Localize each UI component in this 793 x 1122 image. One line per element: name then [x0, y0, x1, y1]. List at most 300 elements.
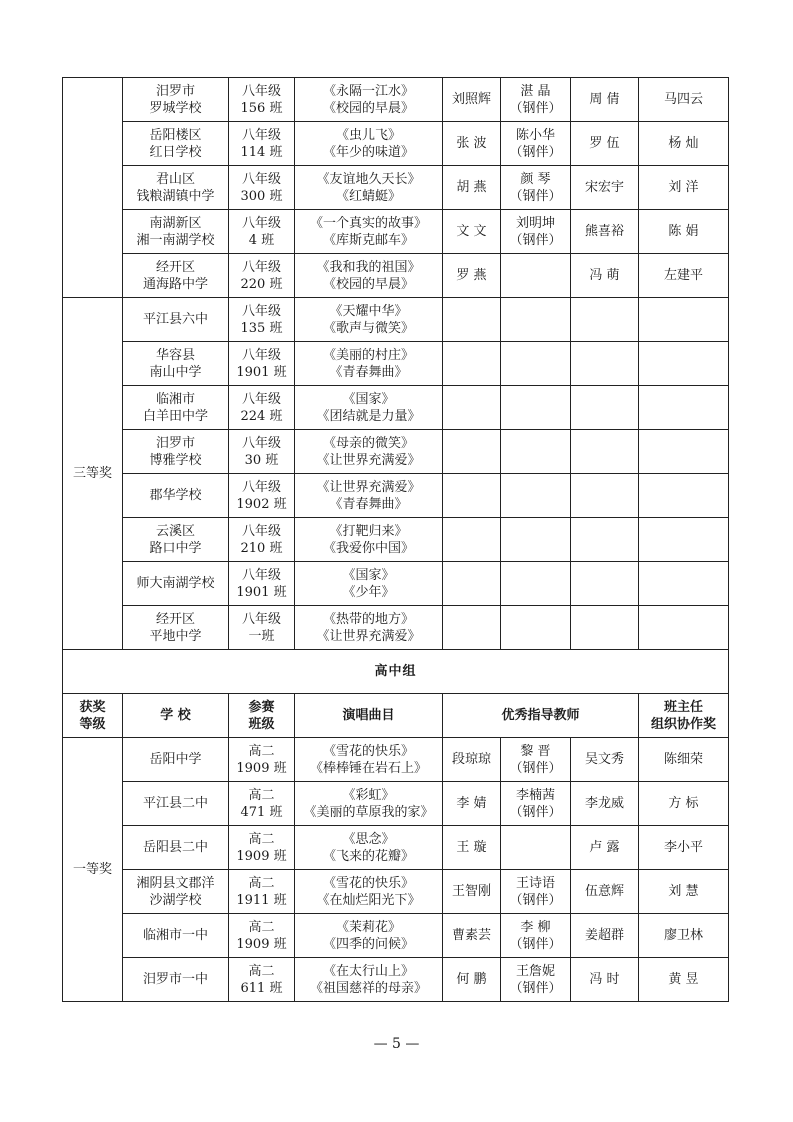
header-teachers-content — [445, 707, 636, 724]
teacher-cell — [443, 606, 501, 650]
header-class-line: 参赛 — [248, 699, 275, 715]
songs-cell-line: 《棒棒锤在岩石上》 — [309, 760, 427, 776]
class-cell — [229, 958, 295, 1002]
school-cell-content — [125, 611, 226, 645]
header-level-content — [65, 699, 120, 733]
teacher-cell-content — [445, 927, 498, 944]
award-level-cell — [63, 78, 123, 298]
teacher-cell — [443, 430, 501, 474]
teacher-cell — [443, 210, 501, 254]
teacher-cell-line: 胡 燕 — [456, 180, 487, 195]
head-teacher-cell-content — [573, 135, 636, 152]
head-teacher-cell — [571, 958, 639, 1002]
class-cell-line: 八年级 — [241, 523, 281, 539]
coordinator-cell-content — [641, 223, 726, 240]
coordinator-cell-line: 刘 洋 — [668, 180, 699, 195]
head-teacher-cell — [571, 386, 639, 430]
coordinator-cell — [639, 870, 729, 914]
school-cell-line: 经开区 — [155, 611, 195, 627]
header-school-content — [125, 707, 226, 724]
teacher-cell — [443, 738, 501, 782]
head-teacher-cell — [571, 254, 639, 298]
header-level-line: 等级 — [79, 716, 106, 732]
teacher-cell-line: 王智刚 — [451, 884, 491, 899]
accompanist-cell — [501, 782, 571, 826]
school-cell-content — [125, 971, 226, 988]
teacher-cell-content — [445, 267, 498, 284]
header-level — [63, 694, 123, 738]
section-title-content — [65, 663, 726, 680]
class-cell-content — [231, 435, 292, 469]
school-cell — [123, 122, 229, 166]
accompanist-cell-line: 陈小华 — [515, 127, 555, 143]
coordinator-cell — [639, 430, 729, 474]
teacher-cell — [443, 518, 501, 562]
coordinator-cell — [639, 958, 729, 1002]
class-cell — [229, 738, 295, 782]
accompanist-cell-content — [503, 963, 568, 997]
accompanist-cell-line: 颜 琴 — [520, 171, 551, 187]
header-coordinator-content — [641, 699, 726, 733]
header-school-line: 学 校 — [160, 708, 191, 723]
songs-cell-line: 《团结就是力量》 — [316, 408, 421, 424]
school-cell-line: 通海路中学 — [142, 276, 208, 292]
songs-cell — [295, 870, 443, 914]
class-cell-content — [231, 215, 292, 249]
songs-cell — [295, 782, 443, 826]
accompanist-cell-line: （钢伴） — [509, 100, 562, 116]
head-teacher-cell-line: 吴文秀 — [584, 752, 624, 767]
table-row — [63, 606, 729, 650]
award-level-cell-content — [65, 861, 120, 878]
award-level-cell — [63, 738, 123, 1002]
school-cell — [123, 914, 229, 958]
class-cell-line: 1911 班 — [236, 892, 287, 908]
school-cell-line: 郡华学校 — [149, 488, 202, 503]
school-cell-line: 师大南湖学校 — [136, 576, 215, 591]
class-cell — [229, 518, 295, 562]
teacher-cell — [443, 254, 501, 298]
songs-cell — [295, 738, 443, 782]
accompanist-cell-line: 湛 晶 — [520, 83, 551, 99]
accompanist-cell — [501, 562, 571, 606]
teacher-cell-content — [445, 839, 498, 856]
accompanist-cell-line: 李楠茜 — [515, 787, 555, 803]
school-cell-content — [125, 171, 226, 205]
table-row — [63, 738, 729, 782]
songs-cell-line: 《虫儿飞》 — [335, 127, 401, 143]
page-number: — 5 — — [373, 1036, 420, 1052]
songs-cell — [295, 122, 443, 166]
school-cell-line: 岳阳县二中 — [142, 840, 208, 855]
head-teacher-cell-content — [573, 223, 636, 240]
coordinator-cell — [639, 562, 729, 606]
accompanist-cell-line: （钢伴） — [509, 804, 562, 820]
section-title — [63, 650, 729, 694]
class-cell-content — [231, 831, 292, 865]
songs-cell-content — [297, 303, 440, 337]
teacher-cell-line: 段琼琼 — [451, 752, 491, 767]
table-row — [63, 298, 729, 342]
class-cell-line: 一班 — [248, 628, 275, 644]
table-row — [63, 210, 729, 254]
head-teacher-cell-content — [573, 927, 636, 944]
accompanist-cell — [501, 254, 571, 298]
school-cell-content — [125, 875, 226, 909]
coordinator-cell-content — [641, 839, 726, 856]
head-teacher-cell-line: 冯 萌 — [589, 268, 620, 283]
school-cell-line: 临湘市一中 — [142, 928, 208, 943]
class-cell-line: 高二 — [248, 963, 275, 979]
table-row — [63, 518, 729, 562]
school-cell — [123, 562, 229, 606]
head-teacher-cell-content — [573, 795, 636, 812]
teacher-cell-line: 文 文 — [456, 224, 487, 239]
songs-cell — [295, 166, 443, 210]
school-cell — [123, 958, 229, 1002]
accompanist-cell-line: 李 柳 — [520, 919, 551, 935]
class-cell-line: 八年级 — [241, 611, 281, 627]
school-cell-line: 汨罗市 — [155, 83, 195, 99]
coordinator-cell — [639, 342, 729, 386]
head-teacher-cell-line: 周 倩 — [589, 92, 620, 107]
class-cell-line: 611 班 — [240, 980, 283, 996]
table-row — [63, 958, 729, 1002]
accompanist-cell-line: 王詹妮 — [515, 963, 555, 979]
accompanist-cell — [501, 78, 571, 122]
accompanist-cell-line: （钢伴） — [509, 936, 562, 952]
songs-cell-line: 《雪花的快乐》 — [322, 743, 414, 759]
songs-cell-line: 《我和我的祖国》 — [316, 259, 421, 275]
songs-cell-line: 《友谊地久天长》 — [316, 171, 421, 187]
coordinator-cell-content — [641, 751, 726, 768]
songs-cell — [295, 518, 443, 562]
school-cell-line: 博雅学校 — [149, 452, 202, 468]
school-cell-line: 白羊田中学 — [142, 408, 208, 424]
coordinator-cell — [639, 166, 729, 210]
school-cell — [123, 298, 229, 342]
teacher-cell — [443, 122, 501, 166]
accompanist-cell — [501, 914, 571, 958]
header-teachers-line: 优秀指导教师 — [501, 708, 580, 723]
table-row — [63, 122, 729, 166]
table-row — [63, 166, 729, 210]
class-cell-line: 135 班 — [240, 320, 283, 336]
head-teacher-cell — [571, 562, 639, 606]
accompanist-cell — [501, 826, 571, 870]
songs-cell-line: 《茉莉花》 — [335, 919, 401, 935]
songs-cell-line: 《彩虹》 — [342, 787, 395, 803]
songs-cell-content — [297, 215, 440, 249]
class-cell — [229, 562, 295, 606]
class-cell-line: 1901 班 — [236, 584, 287, 600]
songs-cell-content — [297, 787, 440, 821]
coordinator-cell-content — [641, 135, 726, 152]
table-row — [63, 870, 729, 914]
accompanist-cell-line: （钢伴） — [509, 892, 562, 908]
songs-cell-content — [297, 919, 440, 953]
accompanist-cell — [501, 738, 571, 782]
songs-cell-line: 《国家》 — [342, 391, 395, 407]
school-cell-content — [125, 487, 226, 504]
header-teachers — [443, 694, 639, 738]
school-cell — [123, 386, 229, 430]
class-cell-content — [231, 567, 292, 601]
songs-cell — [295, 342, 443, 386]
class-cell-line: 八年级 — [241, 259, 281, 275]
school-cell-line: 路口中学 — [149, 540, 202, 556]
header-school — [123, 694, 229, 738]
award-level-cell — [63, 298, 123, 650]
head-teacher-cell — [571, 914, 639, 958]
class-cell-line: 八年级 — [241, 215, 281, 231]
accompanist-cell-content — [503, 171, 568, 205]
coordinator-cell-line: 廖卫林 — [663, 928, 703, 943]
accompanist-cell-line: （钢伴） — [509, 232, 562, 248]
songs-cell-line: 《青春舞曲》 — [329, 496, 408, 512]
school-cell — [123, 870, 229, 914]
accompanist-cell-line: （钢伴） — [509, 188, 562, 204]
head-teacher-cell — [571, 738, 639, 782]
accompanist-cell-line: 黎 晋 — [520, 743, 551, 759]
teacher-cell — [443, 298, 501, 342]
songs-cell-content — [297, 391, 440, 425]
accompanist-cell — [501, 342, 571, 386]
coordinator-cell-line: 李小平 — [663, 840, 703, 855]
teacher-cell — [443, 562, 501, 606]
teacher-cell-content — [445, 883, 498, 900]
teacher-cell-line: 曹素芸 — [451, 928, 491, 943]
coordinator-cell — [639, 254, 729, 298]
header-class-line: 班级 — [248, 716, 275, 732]
school-cell — [123, 166, 229, 210]
head-teacher-cell-content — [573, 179, 636, 196]
school-cell — [123, 518, 229, 562]
school-cell-line: 湘一南湖学校 — [136, 232, 215, 248]
table-row — [63, 254, 729, 298]
class-cell-line: 1909 班 — [236, 936, 287, 952]
songs-cell-line: 《红蜻蜓》 — [335, 188, 401, 204]
class-cell-line: 1901 班 — [236, 364, 287, 380]
coordinator-cell — [639, 606, 729, 650]
school-cell-line: 汨罗市一中 — [142, 972, 208, 987]
songs-cell — [295, 826, 443, 870]
head-teacher-cell-content — [573, 839, 636, 856]
school-cell-line: 岳阳楼区 — [149, 127, 202, 143]
songs-cell-content — [297, 435, 440, 469]
school-cell-content — [125, 927, 226, 944]
school-cell-line: 罗城学校 — [149, 100, 202, 116]
teacher-cell-content — [445, 91, 498, 108]
class-cell-line: 高二 — [248, 875, 275, 891]
head-teacher-cell-line: 姜超群 — [584, 928, 624, 943]
class-cell — [229, 166, 295, 210]
teacher-cell — [443, 342, 501, 386]
accompanist-cell — [501, 298, 571, 342]
songs-cell-content — [297, 963, 440, 997]
class-cell-line: 八年级 — [241, 479, 281, 495]
songs-cell-line: 《母亲的微笑》 — [322, 435, 414, 451]
class-cell — [229, 342, 295, 386]
header-coordinator — [639, 694, 729, 738]
teacher-cell — [443, 870, 501, 914]
teacher-cell-content — [445, 751, 498, 768]
head-teacher-cell-content — [573, 91, 636, 108]
songs-cell-content — [297, 479, 440, 513]
songs-cell — [295, 254, 443, 298]
accompanist-cell — [501, 474, 571, 518]
coordinator-cell — [639, 782, 729, 826]
head-teacher-cell — [571, 474, 639, 518]
class-cell-line: 1909 班 — [236, 760, 287, 776]
accompanist-cell — [501, 958, 571, 1002]
class-cell-line: 八年级 — [241, 83, 281, 99]
teacher-cell-content — [445, 135, 498, 152]
songs-cell — [295, 562, 443, 606]
songs-cell-line: 《打靶归来》 — [329, 523, 408, 539]
school-cell-line: 君山区 — [155, 171, 195, 187]
class-cell — [229, 474, 295, 518]
class-cell — [229, 78, 295, 122]
table-row — [63, 914, 729, 958]
school-cell-content — [125, 83, 226, 117]
school-cell — [123, 826, 229, 870]
accompanist-cell-content — [503, 127, 568, 161]
awards-table — [62, 77, 729, 1002]
songs-cell-line: 《校园的早晨》 — [322, 100, 414, 116]
section-title-row — [63, 650, 729, 694]
class-cell-line: 高二 — [248, 919, 275, 935]
songs-cell — [295, 210, 443, 254]
school-cell-content — [125, 391, 226, 425]
class-cell-content — [231, 611, 292, 645]
songs-cell-line: 《在灿烂阳光下》 — [316, 892, 421, 908]
class-cell — [229, 210, 295, 254]
accompanist-cell — [501, 518, 571, 562]
head-teacher-cell — [571, 298, 639, 342]
class-cell — [229, 782, 295, 826]
teacher-cell — [443, 386, 501, 430]
header-coordinator-line: 组织协作奖 — [650, 716, 716, 732]
school-cell-line: 南湖新区 — [149, 215, 202, 231]
class-cell — [229, 386, 295, 430]
head-teacher-cell-line: 冯 时 — [589, 972, 620, 987]
songs-cell — [295, 474, 443, 518]
songs-cell-line: 《让世界充满爱》 — [316, 452, 421, 468]
class-cell — [229, 870, 295, 914]
coordinator-cell-line: 陈 娟 — [668, 224, 699, 239]
teacher-cell — [443, 958, 501, 1002]
accompanist-cell — [501, 430, 571, 474]
songs-cell — [295, 958, 443, 1002]
header-songs-content — [297, 707, 440, 724]
class-cell-content — [231, 303, 292, 337]
school-cell-content — [125, 575, 226, 592]
teacher-cell-line: 王 璇 — [456, 840, 487, 855]
songs-cell-line: 《一个真实的故事》 — [309, 215, 427, 231]
accompanist-cell — [501, 122, 571, 166]
class-cell-content — [231, 919, 292, 953]
class-cell-content — [231, 479, 292, 513]
class-cell-line: 高二 — [248, 831, 275, 847]
songs-cell-line: 《库斯克邮车》 — [322, 232, 414, 248]
accompanist-cell — [501, 166, 571, 210]
accompanist-cell-line: （钢伴） — [509, 760, 562, 776]
award-level-cell-line: 三等奖 — [72, 466, 112, 481]
teacher-cell — [443, 826, 501, 870]
teacher-cell-line: 张 波 — [456, 136, 487, 151]
class-cell — [229, 430, 295, 474]
school-cell — [123, 738, 229, 782]
accompanist-cell-content — [503, 215, 568, 249]
award-level-cell-content — [65, 465, 120, 482]
school-cell-line: 岳阳中学 — [149, 752, 202, 767]
accompanist-cell-content — [503, 743, 568, 777]
class-cell-line: 高二 — [248, 787, 275, 803]
school-cell-line: 平江县六中 — [142, 312, 208, 327]
coordinator-cell — [639, 298, 729, 342]
teacher-cell — [443, 782, 501, 826]
teacher-cell-content — [445, 971, 498, 988]
class-cell — [229, 298, 295, 342]
coordinator-cell-content — [641, 883, 726, 900]
school-cell-content — [125, 311, 226, 328]
teacher-cell-content — [445, 223, 498, 240]
class-cell-line: 114 班 — [240, 144, 283, 160]
school-cell-content — [125, 259, 226, 293]
class-cell-line: 1909 班 — [236, 848, 287, 864]
class-cell-line: 八年级 — [241, 347, 281, 363]
class-cell-line: 八年级 — [241, 127, 281, 143]
class-cell-content — [231, 347, 292, 381]
class-cell-line: 30 班 — [244, 452, 279, 468]
songs-cell-line: 《年少的味道》 — [322, 144, 414, 160]
table-row — [63, 342, 729, 386]
head-teacher-cell — [571, 342, 639, 386]
teacher-cell — [443, 474, 501, 518]
teacher-cell-line: 何 鹏 — [456, 972, 487, 987]
head-teacher-cell-line: 熊喜裕 — [584, 224, 624, 239]
accompanist-cell-content — [503, 787, 568, 821]
head-teacher-cell — [571, 870, 639, 914]
school-cell-content — [125, 795, 226, 812]
school-cell-line: 平地中学 — [149, 628, 202, 644]
school-cell — [123, 430, 229, 474]
table-row — [63, 430, 729, 474]
accompanist-cell-line: （钢伴） — [509, 144, 562, 160]
songs-cell-line: 《热带的地方》 — [322, 611, 414, 627]
songs-cell-line: 《美丽的草原我的家》 — [303, 804, 434, 820]
class-cell-line: 八年级 — [241, 435, 281, 451]
class-cell-content — [231, 523, 292, 557]
songs-cell-content — [297, 875, 440, 909]
head-teacher-cell — [571, 166, 639, 210]
school-cell-line: 红日学校 — [149, 144, 202, 160]
school-cell-content — [125, 127, 226, 161]
head-teacher-cell — [571, 430, 639, 474]
songs-cell-content — [297, 347, 440, 381]
awards-table-body — [63, 78, 729, 1002]
head-teacher-cell-content — [573, 883, 636, 900]
class-cell — [229, 122, 295, 166]
coordinator-cell — [639, 738, 729, 782]
songs-cell — [295, 78, 443, 122]
coordinator-cell — [639, 518, 729, 562]
class-cell-content — [231, 743, 292, 777]
songs-cell-content — [297, 171, 440, 205]
table-row — [63, 474, 729, 518]
coordinator-cell-content — [641, 91, 726, 108]
